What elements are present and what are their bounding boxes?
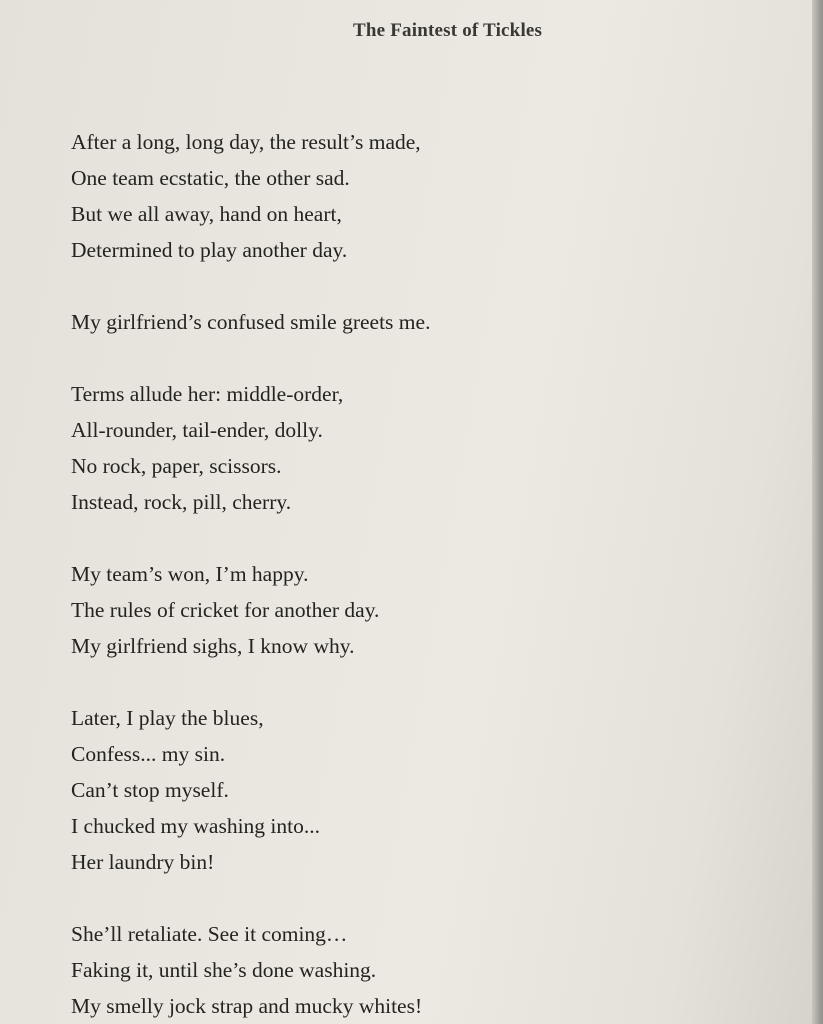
stanza-4 — [71, 556, 772, 664]
poem-line: Can’t stop myself. — [71, 778, 229, 802]
page-edge — [812, 0, 823, 1024]
poem-line: One team ecstatic, the other sad. — [71, 166, 350, 190]
stanza-6 — [71, 916, 772, 1024]
stanza-1 — [71, 124, 772, 268]
poem-line: My smelly jock strap and mucky whites! — [71, 994, 423, 1018]
poem-line: But we all away, hand on heart, — [71, 202, 342, 226]
poem-line: My girlfriend sighs, I know why. — [71, 634, 355, 658]
poem-line: She’ll retaliate. See it coming… — [71, 922, 348, 946]
poem-line: No rock, paper, scissors. — [71, 454, 282, 478]
stanza-2 — [71, 304, 772, 340]
poem-line: Terms allude her: middle-order, — [71, 382, 344, 406]
poem-line: The rules of cricket for another day. — [71, 598, 380, 622]
poem-line: Faking it, until she’s done washing. — [71, 958, 377, 982]
poem-line: I chucked my washing into... — [71, 814, 320, 838]
stanza-3 — [71, 376, 772, 520]
poem-line: Later, I play the blues, — [71, 706, 264, 730]
poem-line: My girlfriend’s confused smile greets me. — [71, 310, 431, 334]
poem-line: All-rounder, tail-ender, dolly. — [71, 418, 323, 442]
stanza-5 — [71, 700, 772, 880]
poem-line: Confess... my sin. — [71, 742, 226, 766]
poem-line: Her laundry bin! — [71, 850, 215, 874]
poem-line: Instead, rock, pill, cherry. — [71, 490, 292, 514]
poem-body — [71, 124, 772, 1024]
poem-line: Determined to play another day. — [71, 238, 348, 262]
poem-line: My team’s won, I’m happy. — [71, 562, 309, 586]
poem-line: After a long, long day, the result’s made, — [71, 130, 421, 154]
running-head: The Faintest of Tickles — [353, 20, 543, 41]
